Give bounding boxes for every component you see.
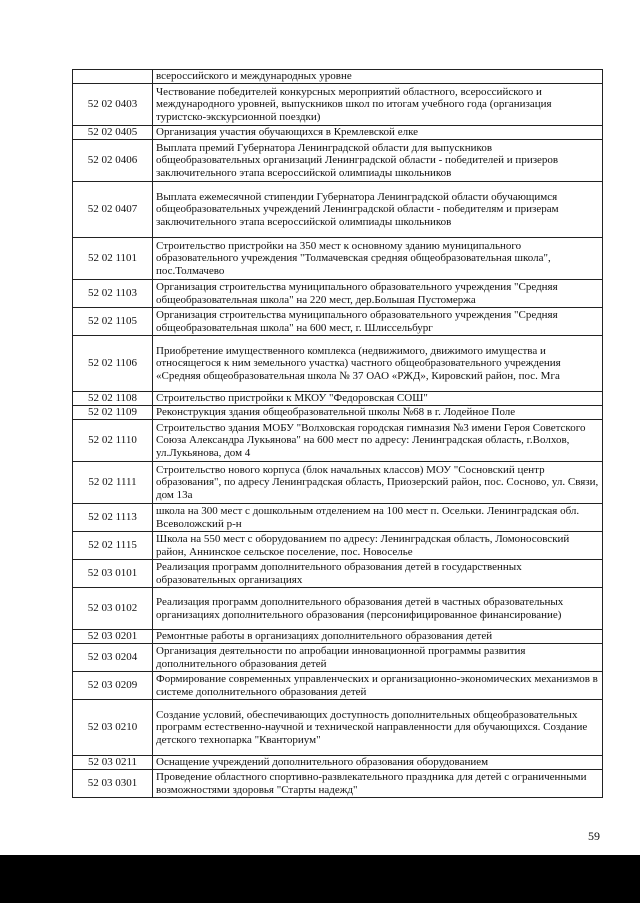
row-description: Организация строительства муниципального образовательного учреждения "Средняя общеобразовательная школа" на 220 мест, дер.Большая Пустомержа (153, 280, 603, 308)
row-description: Приобретение имущественного комплекса (недвижимого, движимого имущества и относящегося к ним земельного участка) частного общеобразовательного учреждения «Средняя общеобразовательная школа № 37 ОАО «РЖД», Кировский район, пос. Мга (153, 336, 603, 392)
row-description: Реконструкция здания общеобразовательной школы №68 в г. Лодейное Поле (153, 406, 603, 420)
table-row (73, 182, 603, 238)
row-code: 52 02 0407 (73, 182, 153, 238)
row-description: Выплата премий Губернатора Ленинградской области для выпускников общеобразовательных организаций Ленинградской области - победителей и призеров заключительного этапа всероссийской олимпиады школьников (153, 140, 603, 182)
table-row (73, 406, 603, 420)
row-code: 52 02 1110 (73, 420, 153, 462)
row-description: Проведение областного спортивно-развлекательного праздника для детей с ограниченными возможностями здоровья "Старты надежд" (153, 770, 603, 798)
row-description: Реализация программ дополнительного образования детей в частных образовательных организациях дополнительного образования (персонифицированное финансирование) (153, 588, 603, 630)
row-description: Строительство здания МОБУ "Волховская городская гимназия №3 имени Героя Советского Союза Александра Лукьянова" на 600 мест по адресу: Ленинградская область, г.Волхов, ул.Лукьянова, дом 4 (153, 420, 603, 462)
row-code: 52 02 1103 (73, 280, 153, 308)
table-row (73, 462, 603, 504)
row-code: 52 03 0301 (73, 770, 153, 798)
row-code: 52 02 0405 (73, 126, 153, 140)
page-number: 59 (588, 829, 600, 843)
table-row (73, 392, 603, 406)
table-row (73, 630, 603, 644)
table-row (73, 336, 603, 392)
row-description: школа на 300 мест с дошкольным отделением на 100 мест п. Осельки. Ленинградская обл. Всеволожский р-н (153, 504, 603, 532)
table-row (73, 280, 603, 308)
table-body (73, 70, 603, 798)
row-code: 52 03 0209 (73, 672, 153, 700)
row-description: Формирование современных управленческих и организационно-экономических механизмов в системе дополнительного образования детей (153, 672, 603, 700)
table-row (73, 700, 603, 756)
row-description: Организация строительства муниципального образовательного учреждения "Средняя общеобразовательная школа" на 600 мест, г. Шлиссельбург (153, 308, 603, 336)
table-row (73, 70, 603, 84)
row-code: 52 02 1106 (73, 336, 153, 392)
row-code (73, 70, 153, 84)
table-row (73, 588, 603, 630)
table-row (73, 672, 603, 700)
row-code: 52 02 1115 (73, 532, 153, 560)
row-description: Строительство пристройки на 350 мест к основному зданию муниципального образовательного учреждения "Толмачевская средняя общеобразовательная школа", пос.Толмачево (153, 238, 603, 280)
table-row (73, 126, 603, 140)
row-code: 52 03 0102 (73, 588, 153, 630)
row-description: Организация участия обучающихся в Кремлевской елке (153, 126, 603, 140)
table-row (73, 84, 603, 126)
row-code: 52 03 0201 (73, 630, 153, 644)
row-description: Выплата ежемесячной стипендии Губернатора Ленинградской области обучающимся общеобразовательных учреждений Ленинградской области - победителям и призерам заключительного этапа всероссийской олимпиады школьников (153, 182, 603, 238)
row-description: Чествование победителей конкурсных мероприятий областного, всероссийского и международного уровней, выпускников школ по итогам учебного года (организация туристско-экскурсионной поездки) (153, 84, 603, 126)
row-description: Ремонтные работы в организациях дополнительного образования детей (153, 630, 603, 644)
table-row (73, 420, 603, 462)
row-description: Школа на 550 мест с оборудованием по адресу: Ленинградская область, Ломоносовский район, Аннинское сельское поселение, пос. Новоселье (153, 532, 603, 560)
row-code: 52 03 0210 (73, 700, 153, 756)
row-description: Строительство пристройки к МКОУ "Федоровская СОШ" (153, 392, 603, 406)
budget-codes-table (72, 69, 603, 798)
table-row (73, 504, 603, 532)
row-code: 52 02 0406 (73, 140, 153, 182)
row-description: Реализация программ дополнительного образования детей в государственных образовательных организациях (153, 560, 603, 588)
table-row (73, 560, 603, 588)
table-row (73, 770, 603, 798)
row-description: Строительство нового корпуса (блок начальных классов) МОУ "Сосновский центр образования", по адресу Ленинградская область, Приозерский район, пос. Сосново, ул. Связи, дом 13а (153, 462, 603, 504)
row-code: 52 02 1105 (73, 308, 153, 336)
row-code: 52 03 0211 (73, 756, 153, 770)
row-code: 52 03 0204 (73, 644, 153, 672)
row-code: 52 02 1108 (73, 392, 153, 406)
row-code: 52 02 0403 (73, 84, 153, 126)
row-code: 52 03 0101 (73, 560, 153, 588)
table-row (73, 308, 603, 336)
table-row (73, 756, 603, 770)
scan-bottom-edge (0, 855, 640, 903)
row-code: 52 02 1109 (73, 406, 153, 420)
row-description: Организация деятельности по апробации инновационной программы развития дополнительного образования детей (153, 644, 603, 672)
row-description: Создание условий, обеспечивающих доступность дополнительных общеобразовательных программ естественно-научной и технической направленности для обучающихся. Создание детского технопарка "Кванториум" (153, 700, 603, 756)
row-description: Оснащение учреждений дополнительного образования оборудованием (153, 756, 603, 770)
table-row (73, 644, 603, 672)
row-code: 52 02 1113 (73, 504, 153, 532)
table-row (73, 140, 603, 182)
table-row (73, 532, 603, 560)
row-code: 52 02 1101 (73, 238, 153, 280)
row-code: 52 02 1111 (73, 462, 153, 504)
table-row (73, 238, 603, 280)
row-description: всероссийского и международных уровне (153, 70, 603, 84)
